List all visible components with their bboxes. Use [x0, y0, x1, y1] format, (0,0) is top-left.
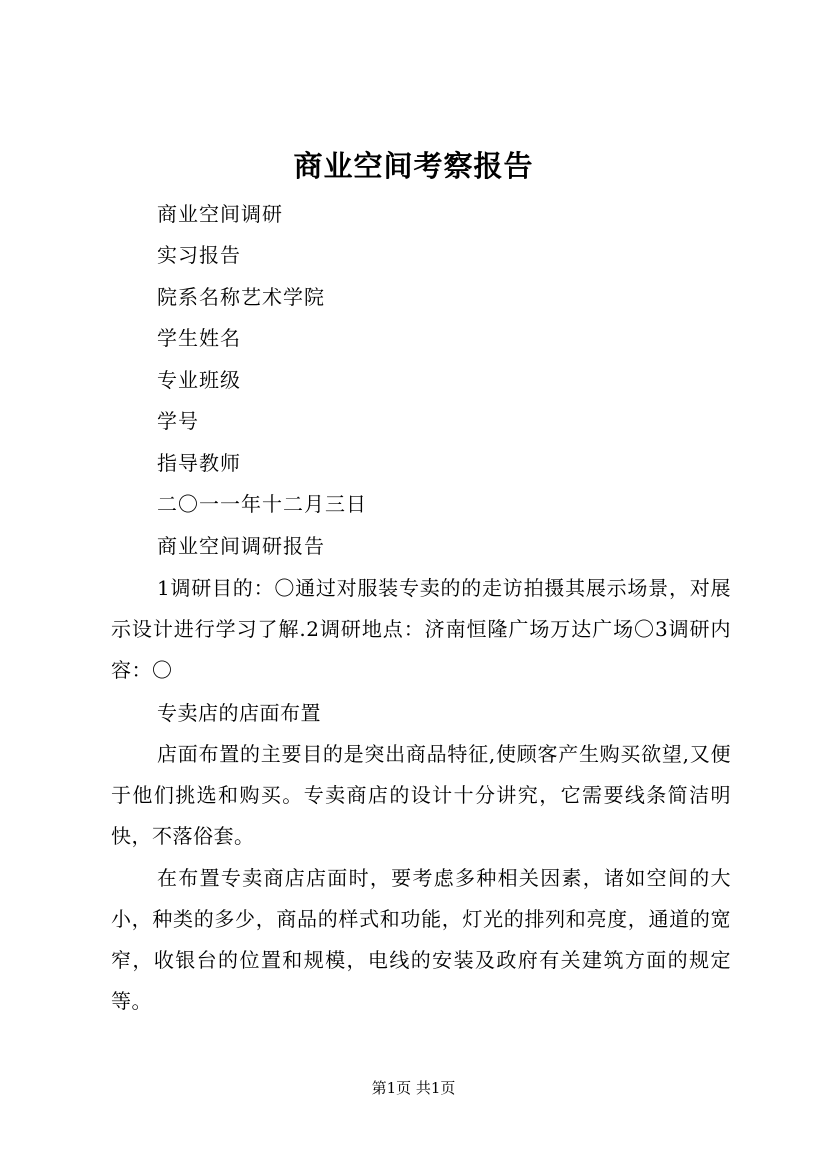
document-title: 商业空间考察报告 — [293, 149, 534, 183]
section-heading-storefront: 专卖店的店面布置 — [157, 701, 321, 725]
cover-line-student-id: 学号 — [157, 409, 199, 433]
paragraph-storefront-factors: 在布置专卖商店店面时，要考虑多种相关因素，诸如空间的大小，种类的多少，商品的样式和功能，灯光的排列和亮度，通道的宽窄，收银台的位置和规模，电线的安装及政府有关建筑方面的规定等。 — [111, 866, 731, 1013]
cover-line-department: 院系名称艺术学院 — [157, 285, 325, 309]
paragraph-purpose: 1调研目的：〇通过对服装专卖的的走访拍摄其展示场景，对展示设计进行学习了解.2调研地点：济南恒隆广场万达广场〇3调研内容：〇 — [111, 576, 731, 682]
page-footer: 第1页 共1页 — [371, 1079, 456, 1097]
report-heading: 商业空间调研报告 — [157, 534, 325, 558]
cover-line-date: 二〇一一年十二月三日 — [157, 492, 367, 516]
cover-line-course: 商业空间调研 — [157, 202, 283, 226]
cover-line-report: 实习报告 — [157, 243, 241, 267]
paragraph-storefront-purpose: 店面布置的主要目的是突出商品特征,使顾客产生购买欲望,又便于他们挑选和购买。专卖商店的设计十分讲究，它需要线条简洁明快，不落俗套。 — [111, 742, 731, 848]
cover-line-advisor: 指导教师 — [157, 451, 241, 475]
cover-line-class: 专业班级 — [157, 368, 241, 392]
cover-line-student-name: 学生姓名 — [157, 326, 241, 350]
